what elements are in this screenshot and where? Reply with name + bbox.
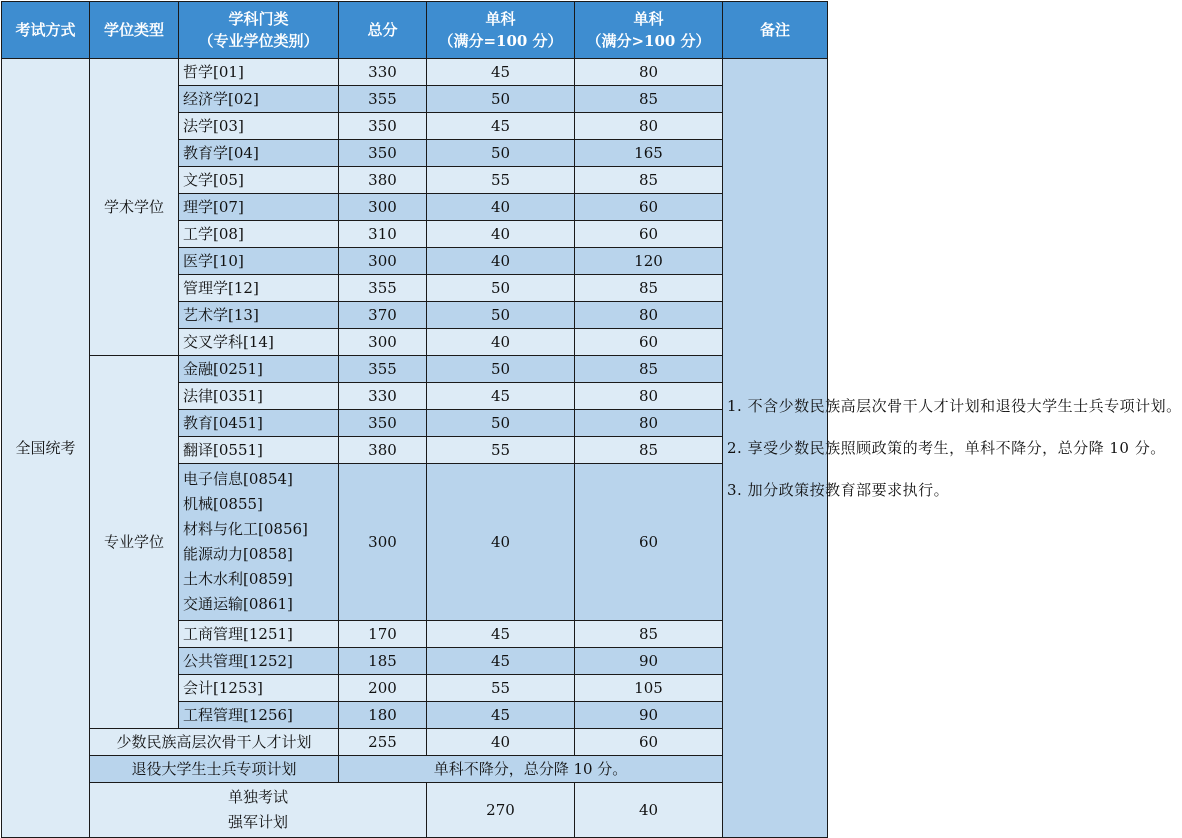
single-100-cell: 40	[427, 221, 575, 248]
single-100-cell: 40	[575, 783, 723, 838]
single-100-cell: 50	[427, 140, 575, 167]
subject-cell: 哲学[01]	[179, 59, 339, 86]
independent-line2: 强军计划	[227, 813, 288, 831]
subject-cell: 医学[10]	[179, 248, 339, 275]
single-over100-cell: 85	[575, 167, 723, 194]
engineering-subjects-cell	[179, 464, 339, 621]
single-100-cell: 50	[427, 86, 575, 113]
engineering-subject: 机械[0855]	[183, 495, 263, 513]
total-cell: 355	[339, 356, 427, 383]
independent-line1: 单独考试	[227, 788, 288, 806]
total-cell: 255	[339, 729, 427, 756]
subject-cell: 工程管理[1256]	[179, 702, 339, 729]
degree-academic: 学术学位	[90, 59, 179, 356]
total-cell: 170	[339, 621, 427, 648]
engineering-subject: 交通运输[0861]	[183, 595, 293, 613]
table-row	[2, 356, 828, 383]
total-cell: 270	[427, 783, 575, 838]
subject-cell: 文学[05]	[179, 167, 339, 194]
single-over100-cell: 90	[575, 702, 723, 729]
header-total: 总分	[339, 2, 427, 59]
subject-cell: 交叉学科[14]	[179, 329, 339, 356]
single-100-cell: 55	[427, 437, 575, 464]
single-over100-cell: 80	[575, 383, 723, 410]
total-cell: 310	[339, 221, 427, 248]
total-cell: 350	[339, 140, 427, 167]
single-over100-cell: 120	[575, 248, 723, 275]
single-100-cell: 45	[427, 702, 575, 729]
single-over100-cell: 165	[575, 140, 723, 167]
header-single-100	[427, 2, 575, 59]
single-over100-cell: 80	[575, 302, 723, 329]
single-100-cell: 45	[427, 621, 575, 648]
subject-cell: 理学[07]	[179, 194, 339, 221]
header-single-100-line2: （满分=100 分）	[438, 32, 563, 50]
subject-cell: 翻译[0551]	[179, 437, 339, 464]
remarks-cell	[723, 59, 1182, 838]
subject-cell: 公共管理[1252]	[179, 648, 339, 675]
header-single-over100-line1: 单科	[633, 10, 664, 28]
total-cell: 300	[339, 248, 427, 275]
single-over100-cell: 80	[575, 59, 723, 86]
single-over100-cell: 85	[575, 86, 723, 113]
subject-cell: 教育[0451]	[179, 410, 339, 437]
single-100-cell: 50	[427, 356, 575, 383]
header-discipline-line1: 学科门类	[228, 10, 289, 28]
score-table	[1, 1, 1182, 838]
table-row-minority-plan	[2, 729, 828, 756]
subject-cell: 经济学[02]	[179, 86, 339, 113]
subject-cell: 工商管理[1251]	[179, 621, 339, 648]
subject-cell: 法律[0351]	[179, 383, 339, 410]
single-100-cell: 50	[427, 302, 575, 329]
independent-exam-label	[90, 783, 427, 838]
single-over100-cell: 60	[575, 221, 723, 248]
single-over100-cell: 90	[575, 648, 723, 675]
remark-1: 1. 不含少数民族高层次骨干人才计划和退役大学生士兵专项计划。	[727, 396, 1182, 415]
single-over100-cell: 85	[575, 275, 723, 302]
remark-3: 3. 加分政策按教育部要求执行。	[727, 480, 950, 499]
total-cell: 350	[339, 113, 427, 140]
subject-cell: 法学[03]	[179, 113, 339, 140]
total-cell: 380	[339, 437, 427, 464]
total-cell: 350	[339, 410, 427, 437]
total-cell: 300	[339, 464, 427, 621]
table-row	[2, 59, 828, 86]
remark-2: 2. 享受少数民族照顾政策的考生，单科不降分，总分降 10 分。	[727, 438, 1166, 457]
single-over100-cell: 85	[575, 621, 723, 648]
header-exam-method: 考试方式	[2, 2, 90, 59]
header-single-over100	[575, 2, 723, 59]
table-row-veteran-plan	[2, 756, 828, 783]
single-over100-cell: 85	[575, 437, 723, 464]
single-100-cell: 45	[427, 648, 575, 675]
subject-cell: 教育学[04]	[179, 140, 339, 167]
single-100-cell: 40	[427, 194, 575, 221]
total-cell: 200	[339, 675, 427, 702]
engineering-subject: 能源动力[0858]	[183, 545, 293, 563]
single-100-cell: 45	[427, 113, 575, 140]
total-cell: 380	[339, 167, 427, 194]
total-cell: 330	[339, 59, 427, 86]
header-discipline-line2: （专业学位类别）	[198, 32, 319, 50]
total-cell: 300	[339, 329, 427, 356]
single-100-cell: 55	[427, 167, 575, 194]
header-degree-type: 学位类型	[90, 2, 179, 59]
single-100-cell: 40	[427, 329, 575, 356]
subject-cell: 会计[1253]	[179, 675, 339, 702]
engineering-subject: 土木水利[0859]	[183, 570, 293, 588]
single-100-cell: 55	[427, 675, 575, 702]
subject-cell: 金融[0251]	[179, 356, 339, 383]
single-100-cell: 45	[427, 59, 575, 86]
single-over100-cell: 85	[575, 356, 723, 383]
single-over100-cell: 80	[575, 410, 723, 437]
total-cell: 180	[339, 702, 427, 729]
single-over100-cell: 60	[575, 194, 723, 221]
veteran-plan-note: 单科不降分，总分降 10 分。	[339, 756, 723, 783]
single-100-cell: 45	[427, 383, 575, 410]
single-100-cell: 40	[427, 464, 575, 621]
single-100-cell: 40	[427, 248, 575, 275]
header-remarks: 备注	[723, 2, 828, 59]
single-over100-cell: 80	[575, 113, 723, 140]
minority-plan-label: 少数民族高层次骨干人才计划	[90, 729, 339, 756]
single-100-cell: 50	[427, 275, 575, 302]
header-discipline	[179, 2, 339, 59]
total-cell: 330	[339, 383, 427, 410]
single-over100-cell: 105	[575, 675, 723, 702]
header-single-over100-line2: （满分>100 分）	[586, 32, 711, 50]
subject-cell: 艺术学[13]	[179, 302, 339, 329]
total-cell: 355	[339, 275, 427, 302]
single-over100-cell: 60	[575, 329, 723, 356]
header-single-100-line1: 单科	[485, 10, 516, 28]
degree-professional: 专业学位	[90, 356, 179, 729]
subject-cell: 管理学[12]	[179, 275, 339, 302]
total-cell: 185	[339, 648, 427, 675]
single-over100-cell: 60	[575, 464, 723, 621]
table-row-independent	[2, 783, 828, 838]
veteran-plan-label: 退役大学生士兵专项计划	[90, 756, 339, 783]
single-100-cell: 50	[427, 410, 575, 437]
subject-cell: 工学[08]	[179, 221, 339, 248]
exam-method-national: 全国统考	[2, 59, 90, 838]
engineering-subject: 电子信息[0854]	[183, 470, 293, 488]
total-cell: 300	[339, 194, 427, 221]
header-row	[2, 2, 828, 59]
single-over100-cell: 60	[575, 729, 723, 756]
single-100-cell: 40	[427, 729, 575, 756]
total-cell: 355	[339, 86, 427, 113]
engineering-subject: 材料与化工[0856]	[183, 520, 308, 538]
total-cell: 370	[339, 302, 427, 329]
